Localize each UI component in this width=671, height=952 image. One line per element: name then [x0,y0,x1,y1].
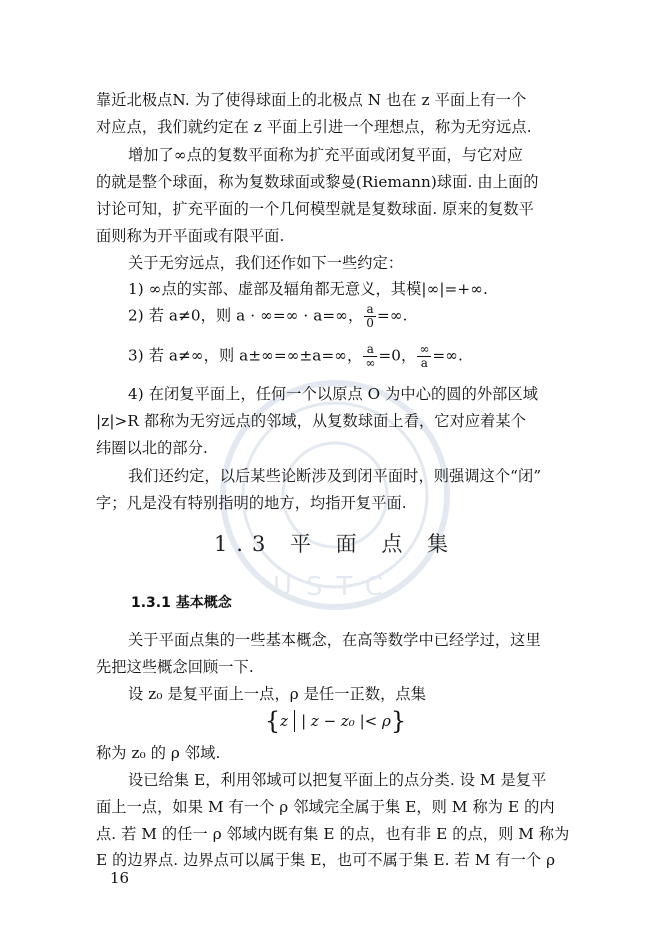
paragraph-line: 增加了∞点的复数平面称为扩充平面或闭复平面，与它对应 [128,146,523,164]
paragraph-line: 设已给集 E，利用邻域可以把复平面上的点分类. 设 M 是复平 [128,771,547,789]
paragraph-line: 关于平面点集的一些基本概念，在高等数学中已经学过，这里 [128,631,541,649]
item3-mid: =0， [378,346,417,365]
formula-left: z [280,712,289,730]
paragraph-line: 称为 z₀ 的 ρ 邻域. [96,744,221,762]
paragraph-line: |z|>R 都称为无穷远点的邻域，从复数球面上看，它对应着某个 [96,412,527,430]
paragraph-line: 靠近北极点N. 为了使得球面上的北极点 N 也在 z 平面上有一个 [96,91,527,109]
subsection-title: 1.3.1 基本概念 [131,595,232,611]
paragraph-line: 的就是整个球面，称为复数球面或黎曼(Riemann)球面. 由上面的 [96,173,539,191]
paragraph-line: 关于无穷远点，我们还作如下一些约定： [128,254,404,272]
denominator: a [420,356,429,370]
denominator: ∞ [365,356,376,370]
right-brace: } [390,707,407,735]
convention-item-4: 4) 在闭复平面上，任何一个以原点 O 为中心的圆的外部区域 [128,385,539,403]
item2-text: 2) 若 a≠0，则 a · ∞=∞ · a=∞， [128,306,364,325]
item2-suffix: =∞. [377,306,408,325]
page-number: 16 [110,869,130,887]
formula-right: | z − z₀ |< ρ [301,712,391,730]
denominator: 0 [366,316,374,330]
paragraph-line: 面上一点，如果 M 有一个 ρ 邻域完全属于集 E，则 M 称为 E 的内 [96,798,555,816]
fraction [417,343,431,370]
paragraph-line: 点. 若 M 的任一 ρ 邻域内既有集 E 的点，也有非 E 的点，则 M 称为 [96,825,570,843]
paragraph-line: 设 z₀ 是复平面上一点，ρ 是任一正数，点集 [128,685,426,703]
fraction [364,303,376,330]
paragraph-line: 纬圈以北的部分. [96,439,208,457]
numerator: a [363,343,377,357]
numerator: a [364,303,376,317]
paragraph-line: 先把这些概念回顾一下. [96,658,254,676]
convention-item-2 [128,303,578,330]
paragraph-line: 字；凡是没有特别指明的地方，均指开复平面. [96,494,407,512]
watermark-letters: USTC [272,572,398,602]
numerator: ∞ [419,342,430,356]
item3-suffix: =∞. [432,346,463,365]
convention-item-1: 1) ∞点的实部、虚部及辐角都无意义，其模|∞|=+∞. [128,280,488,298]
item3-text: 3) 若 a≠∞，则 a±∞=∞±a=∞， [128,346,363,365]
paragraph-line: 对应点，我们就约定在 z 平面上引进一个理想点，称为无穷远点. [96,118,532,136]
paragraph-line: E 的边界点. 边界点可以属于集 E，也可不属于集 E. 若 M 有一个 ρ [96,851,556,869]
left-brace: { [264,707,281,735]
neighborhood-formula [0,707,671,735]
separator-bar [294,710,295,732]
section-title: 1.3 平 面 点 集 [213,532,458,556]
convention-item-3 [128,343,578,370]
paragraph-line: 讨论可知，扩充平面的一个几何模型就是复数球面. 原来的复数平 [96,200,534,218]
paragraph-line: 面则称为开平面或有限平面. [96,227,285,245]
paragraph-line: 我们还约定，以后某些论断涉及到闭平面时，则强调这个“闭” [128,467,542,485]
fraction [363,343,377,370]
